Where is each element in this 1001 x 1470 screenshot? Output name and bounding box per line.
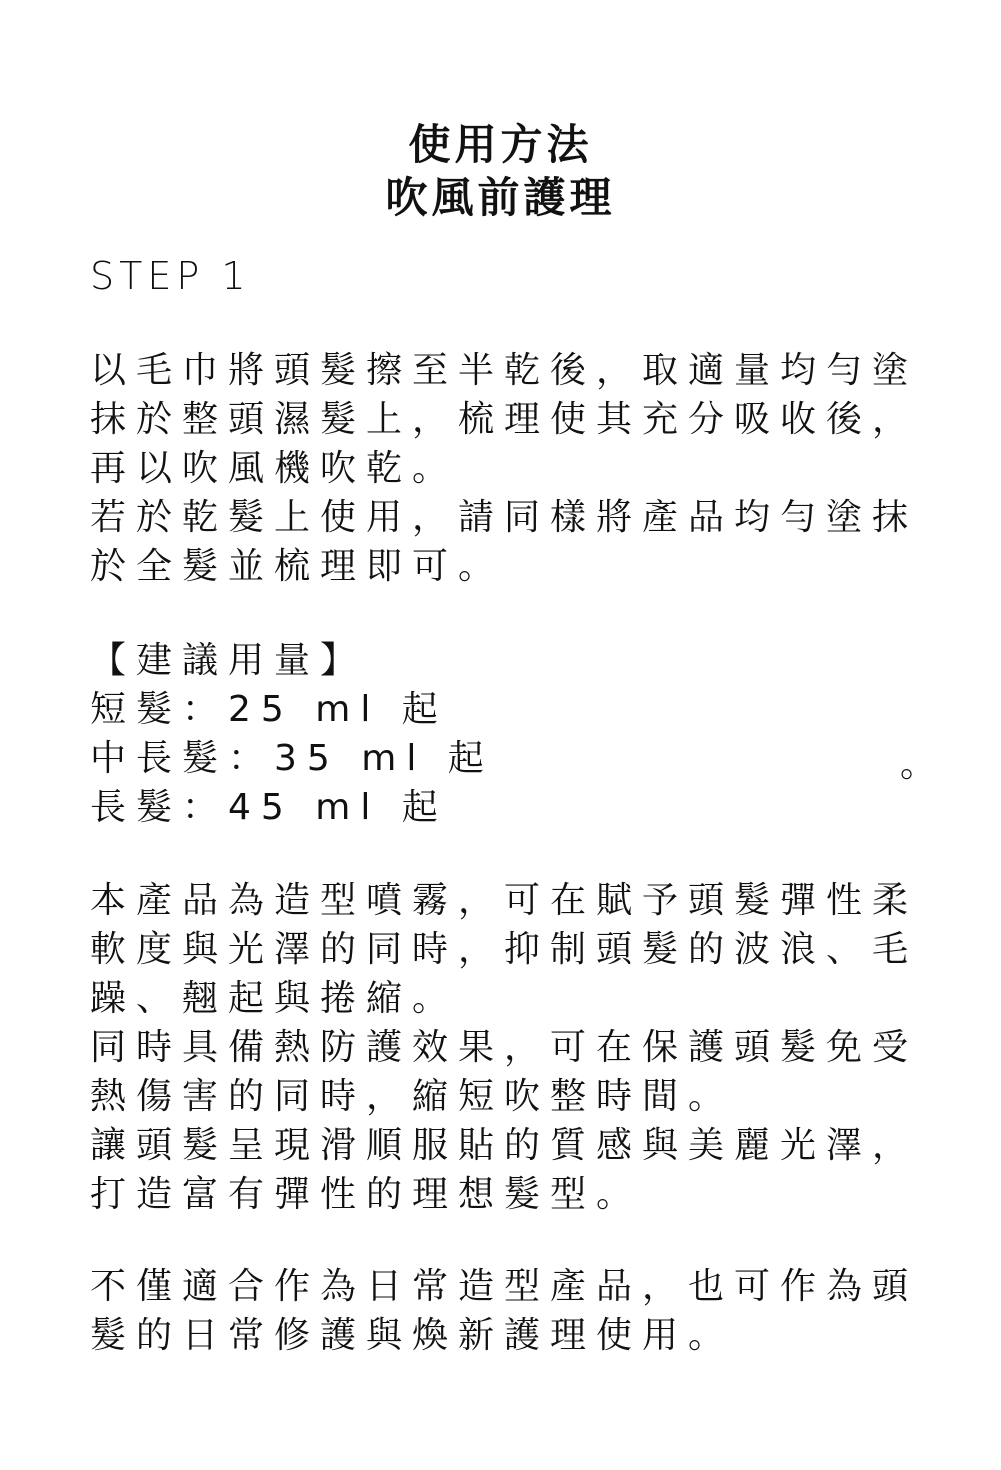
closing-line: 髮的日常修護與煥新護理使用。 (90, 1315, 735, 1356)
instruction-line: 再以吹風機吹乾。 (90, 448, 459, 489)
closing-line: 不僅適合作為日常造型產品，也可作為頭 (90, 1266, 919, 1307)
usage-heading: 【建議用量】 (90, 640, 367, 681)
usage-line-long: 長髮：45 ml 起 (90, 787, 448, 828)
description-line: 軟度與光澤的同時，抑制頭髮的波浪、毛 (90, 929, 919, 970)
description-paragraph (90, 876, 950, 1219)
page-title: 使用方法 (408, 120, 593, 169)
page-subtitle: 吹風前護理 (385, 173, 616, 222)
closing-paragraph (90, 1262, 950, 1360)
description-line: 讓頭髮呈現滑順服貼的質感與美麗光澤， (90, 1125, 919, 1166)
description-line: 本產品為造型噴霧，可在賦予頭髮彈性柔 (90, 880, 919, 921)
instructions-paragraph (90, 346, 950, 591)
stray-punctuation: 。 (900, 744, 937, 785)
description-line: 熱傷害的同時，縮短吹整時間。 (90, 1076, 735, 1117)
usage-section (90, 636, 950, 832)
usage-line-medium: 中長髮：35 ml 起 (90, 738, 494, 779)
instruction-line: 以毛巾將頭髮擦至半乾後，取適量均勻塗 (90, 350, 919, 391)
step-label: STEP 1 (90, 254, 251, 298)
description-line: 同時具備熱防護效果，可在保護頭髮免受 (90, 1027, 919, 1068)
instruction-line: 於全髮並梳理即可。 (90, 546, 505, 587)
instruction-line: 抹於整頭濕髮上，梳理使其充分吸收後， (90, 399, 919, 440)
description-line: 躁、翹起與捲縮。 (90, 978, 459, 1019)
description-line: 打造富有彈性的理想髮型。 (90, 1174, 643, 1215)
usage-line-short: 短髮：25 ml 起 (90, 689, 448, 730)
instruction-line: 若於乾髮上使用，請同樣將產品均勻塗抹 (90, 497, 919, 538)
